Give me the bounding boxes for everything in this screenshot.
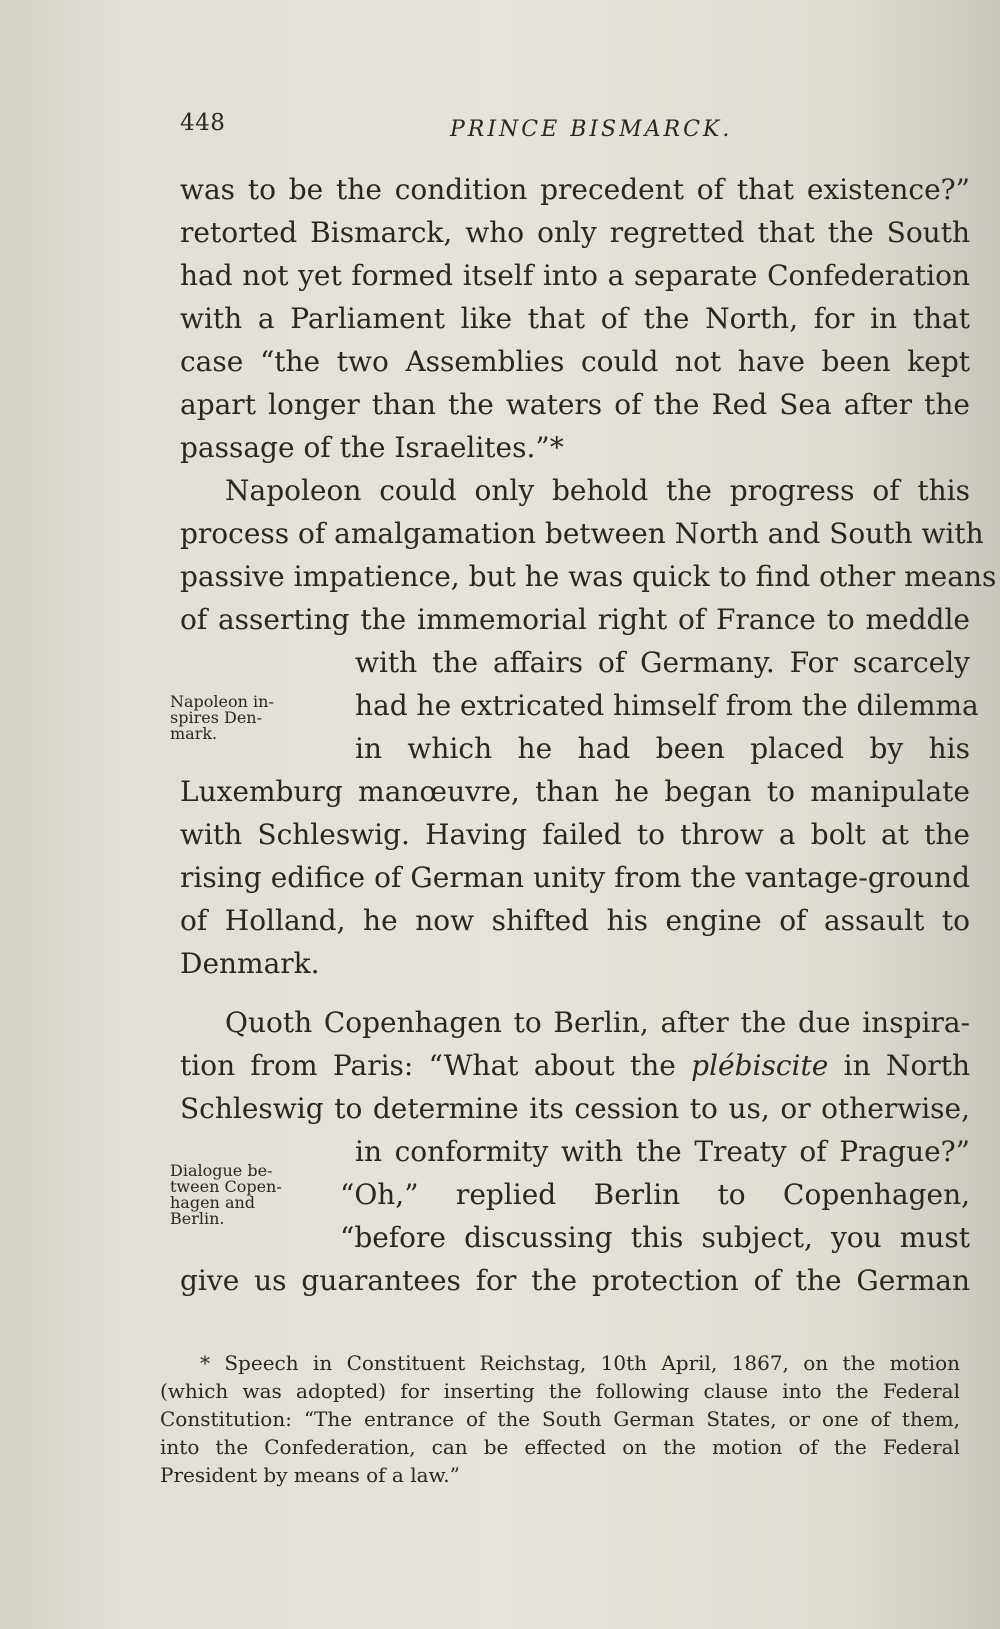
- body-line: with the affairs of Germany. For scarcely: [355, 646, 970, 679]
- body-line-plebiscite: [180, 1048, 970, 1084]
- body-line: “Oh,” replied Berlin to Copenhagen,: [340, 1178, 970, 1211]
- body-line: in conformity with the Treaty of Prague?”: [355, 1135, 970, 1168]
- body-line: was to be the condition precedent of that existence?”: [180, 173, 970, 206]
- body-line: apart longer than the waters of the Red Sea after the: [180, 388, 970, 421]
- margin-note-dialogue: [170, 1163, 310, 1227]
- margin-note-text: Dialogue be- tween Copen- hagen and Berlin.: [170, 1161, 282, 1228]
- margin-note-napoleon: [170, 694, 310, 742]
- body-line: process of amalgamation between North and South with: [180, 517, 984, 550]
- body-line: Quoth Copenhagen to Berlin, after the due inspira-: [225, 1006, 970, 1039]
- body-line: “before discussing this subject, you must: [340, 1221, 970, 1254]
- page-header: [180, 110, 950, 150]
- body-line: passage of the Israelites.”*: [180, 431, 564, 464]
- body-line: Napoleon could only behold the progress of this: [225, 474, 970, 507]
- body-line: of asserting the immemorial right of France to meddle: [180, 603, 970, 636]
- plebiscite-word: plébiscite: [691, 1049, 829, 1082]
- plebiscite-before: tion from Paris: “What about the: [180, 1049, 692, 1082]
- body-line: Denmark.: [180, 947, 320, 980]
- footnote-line: * Speech in Constituent Reichstag, 10th April, 1867, on the motion: [200, 1351, 960, 1375]
- body-line: with Schleswig. Having failed to throw a bolt at the: [180, 818, 970, 851]
- footnote-line: into the Confederation, can be effected on the motion of the Federal: [160, 1435, 960, 1459]
- running-title: PRINCE BISMARCK.: [450, 117, 733, 142]
- body-line: of Holland, he now shifted his engine of assault to: [180, 904, 970, 937]
- body-line: give us guarantees for the protection of the German: [180, 1264, 970, 1297]
- body-line: Schleswig to determine its cession to us, or otherwise,: [180, 1092, 970, 1125]
- plebiscite-after: in North: [828, 1049, 970, 1082]
- body-line: had he extricated himself from the dilemma: [355, 689, 979, 722]
- margin-note-text: Napoleon in- spires Den- mark.: [170, 692, 274, 743]
- body-line: case “the two Assemblies could not have been kept: [180, 345, 970, 378]
- page-number: 448: [180, 110, 226, 136]
- footnote-line: President by means of a law.”: [160, 1463, 460, 1487]
- body-line: rising edifice of German unity from the vantage-ground: [180, 861, 970, 894]
- body-line: retorted Bismarck, who only regretted that the South: [180, 216, 970, 249]
- body-line: had not yet formed itself into a separate Confederation: [180, 259, 970, 292]
- body-line: passive impatience, but he was quick to find other means: [180, 560, 997, 593]
- footnote-line: Constitution: “The entrance of the South German States, or one of them,: [160, 1407, 960, 1431]
- body-line: Luxemburg manœuvre, than he began to manipulate: [180, 775, 970, 808]
- footnote-line: (which was adopted) for inserting the following clause into the Federal: [160, 1379, 960, 1403]
- body-line: in which he had been placed by his: [355, 732, 970, 765]
- body-line: with a Parliament like that of the North, for in that: [180, 302, 970, 335]
